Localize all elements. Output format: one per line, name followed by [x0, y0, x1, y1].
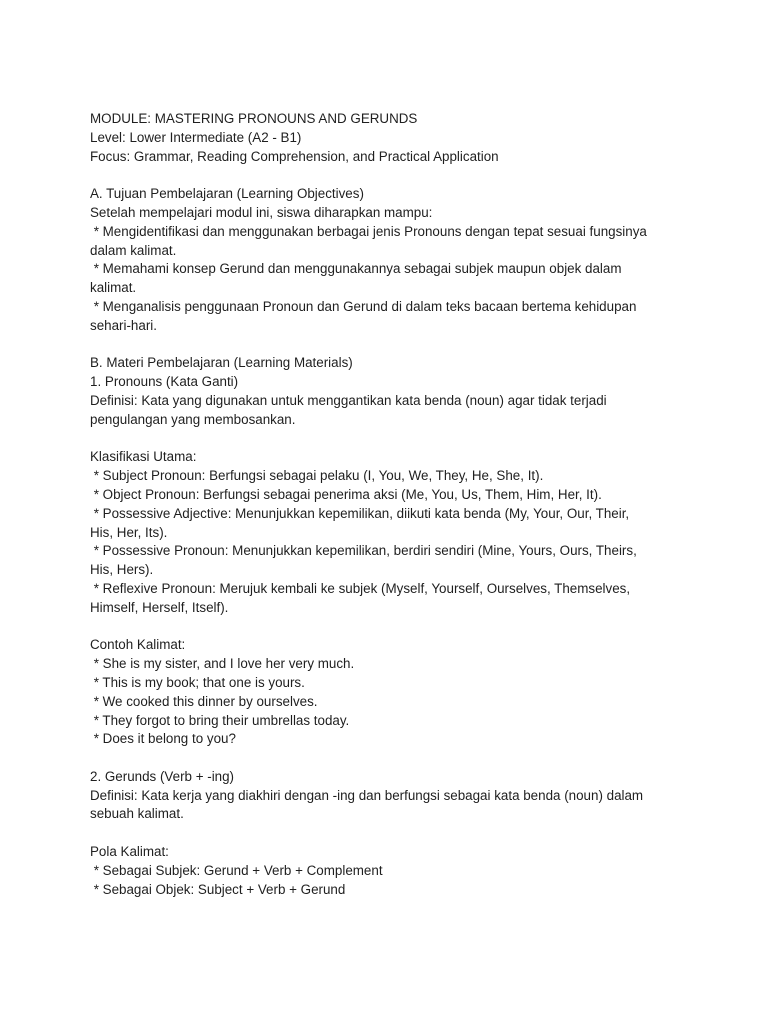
spacer: [90, 749, 690, 768]
example-sentence: * She is my sister, and I love her very much.: [90, 656, 355, 672]
object-pronoun-item: * Object Pronoun: Berfungsi sebagai penerima aksi (Me, You, Us, Them, Him, Her, It).: [90, 486, 602, 502]
possessive-adjective-item-line-1: * Possessive Adjective: Menunjukkan kepemilikan, diikuti kata benda (My, Your, Our, Their,: [90, 505, 630, 521]
possessive-pronoun-item-line-1: * Possessive Pronoun: Menunjukkan kepemilikan, berdiri sendiri (Mine, Yours, Ours, Theirs,: [90, 543, 637, 559]
level-line: Level: Lower Intermediate (A2 - B1): [90, 129, 302, 145]
objective-1-line-2: dalam kalimat.: [90, 242, 177, 258]
objective-2-line-1: * Memahami konsep Gerund dan menggunakannya sebagai subjek maupun objek dalam: [90, 261, 622, 277]
section-a-heading: A. Tujuan Pembelajaran (Learning Objectives): [90, 186, 364, 202]
objective-3-line-2: sehari-hari.: [90, 317, 157, 333]
focus-line: Focus: Grammar, Reading Comprehension, and Practical Application: [90, 148, 499, 164]
pronouns-definition-line-1: Definisi: Kata yang digunakan untuk menggantikan kata benda (noun) agar tidak terjadi: [90, 392, 607, 408]
classification-heading: Klasifikasi Utama:: [90, 449, 197, 465]
spacer: [90, 824, 690, 843]
pronouns-definition-line-2: pengulangan yang membosankan.: [90, 411, 296, 427]
module-title: MODULE: MASTERING PRONOUNS AND GERUNDS: [90, 111, 418, 126]
section-a-intro: Setelah mempelajari modul ini, siswa diharapkan mampu:: [90, 204, 433, 220]
pattern-item: * Sebagai Subjek: Gerund + Verb + Complement: [90, 862, 383, 878]
reflexive-pronoun-item-line-2: Himself, Herself, Itself).: [90, 599, 229, 615]
section-b-heading: B. Materi Pembelajaran (Learning Materials): [90, 355, 353, 371]
reflexive-pronoun-item-line-1: * Reflexive Pronoun: Merujuk kembali ke subjek (Myself, Yourself, Ourselves, Themselves,: [90, 580, 631, 596]
spacer: [90, 618, 690, 637]
objective-1-line-1: * Mengidentifikasi dan menggunakan berbagai jenis Pronouns dengan tepat sesuai fungsinya: [90, 223, 647, 239]
examples-heading: Contoh Kalimat:: [90, 637, 186, 653]
gerunds-definition-line-1: Definisi: Kata kerja yang diakhiri dengan -ing dan berfungsi sebagai kata benda (noun) dalam: [90, 787, 644, 803]
possessive-adjective-item-line-2: His, Her, Its).: [90, 524, 168, 540]
gerunds-heading: 2. Gerunds (Verb + -ing): [90, 768, 235, 784]
objective-3-line-1: * Menganalisis penggunaan Pronoun dan Gerund di dalam teks bacaan bertema kehidupan: [90, 298, 637, 314]
example-sentence: * We cooked this dinner by ourselves.: [90, 693, 318, 709]
document-body: [90, 110, 690, 899]
pattern-heading: Pola Kalimat:: [90, 844, 169, 860]
pronouns-heading: 1. Pronouns (Kata Ganti): [90, 374, 239, 390]
example-sentence: * They forgot to bring their umbrellas today.: [90, 712, 350, 728]
pattern-item: * Sebagai Objek: Subject + Verb + Gerund: [90, 881, 346, 897]
spacer: [90, 336, 690, 355]
gerunds-definition-line-2: sebuah kalimat.: [90, 806, 184, 822]
example-sentence: * Does it belong to you?: [90, 731, 236, 747]
objective-2-line-2: kalimat.: [90, 280, 137, 296]
spacer: [90, 430, 690, 449]
subject-pronoun-item: * Subject Pronoun: Berfungsi sebagai pelaku (I, You, We, They, He, She, It).: [90, 468, 544, 484]
possessive-pronoun-item-line-2: His, Hers).: [90, 562, 154, 578]
example-sentence: * This is my book; that one is yours.: [90, 674, 305, 690]
spacer: [90, 166, 690, 185]
